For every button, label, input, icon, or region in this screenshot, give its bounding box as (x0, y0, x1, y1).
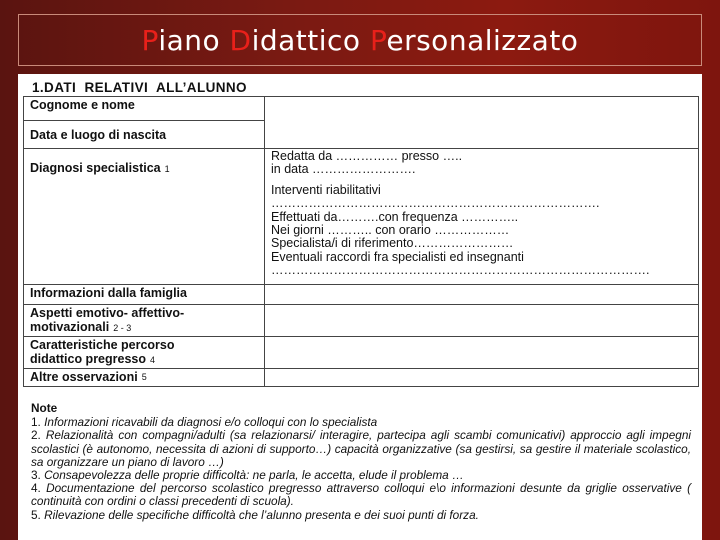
label-altre-osservazioni: Altre osservazioni 5 (24, 368, 265, 386)
note-item: 2. Relazionalità con compagni/adulti (sa relazionarsi/ interagire, partecipa agli scambi comunicativi) approccio agli impegni scolastici (è autonomo, necessita di azioni di supporto…) capacità organizzative (sa gestirsi, sa gestire il materiale scolastico, sa organizzare un piano di lavoro …) (31, 428, 691, 469)
field-cognome-nome[interactable] (265, 97, 699, 149)
student-data-table (23, 96, 699, 387)
slide-title (18, 14, 702, 66)
label-aspetti-emotivi: Aspetti emotivo- affettivo- motivazionali 2 - 3 (24, 305, 265, 337)
label-percorso-didattico: Caratteristiche percorso didattico pregresso 4 (24, 337, 265, 369)
notes-section (31, 402, 691, 522)
label-informazioni-famiglia: Informazioni dalla famiglia (24, 285, 265, 305)
note-item: 5. Rilevazione delle specifiche difficoltà che l’alunno presenta e dei suoi punti di forza. (31, 507, 479, 522)
label-data-luogo-nascita: Data e luogo di nascita (24, 121, 265, 149)
title-part-3: Personalizzato (369, 23, 579, 57)
note-item: 4. Documentazione del percorso scolastico pregresso attraverso colloqui e\o informazioni desunte da griglie osservative ( continuità con ordini o classi precedenti di scuola). (31, 481, 692, 509)
title-part-1: Piano (141, 23, 230, 57)
field-informazioni-famiglia[interactable] (265, 285, 699, 305)
note-item: 3. Consapevolezza delle proprie difficoltà: ne parla, le accetta, elude il problema … (31, 468, 464, 483)
field-percorso-didattico[interactable] (265, 337, 699, 369)
section-heading: 1.DATI RELATIVI ALL’ALUNNO (32, 80, 247, 95)
document-page (18, 74, 702, 540)
label-cognome-nome: Cognome e nome (24, 97, 265, 121)
title-part-2: Didattico (229, 23, 370, 57)
label-diagnosi: Diagnosi specialistica 1 (24, 149, 265, 285)
field-diagnosi[interactable]: Redatta da …………… presso ….. in data ……………………. Interventi riabilitativi ……………………………………………………………………. Effettuati da……….con frequenza ………….. Nei giorni ……….. con orario ……………… Specialista/i di riferimento…………………… Eventuali raccordi fra specialisti ed insegnanti ………………………………………………………………………………. (265, 149, 699, 285)
notes-heading: Note (31, 401, 58, 415)
field-altre-osservazioni[interactable] (265, 368, 699, 386)
field-aspetti-emotivi[interactable] (265, 305, 699, 337)
note-item: 1. Informazioni ricavabili da diagnosi e/o colloqui con lo specialista (31, 415, 378, 430)
